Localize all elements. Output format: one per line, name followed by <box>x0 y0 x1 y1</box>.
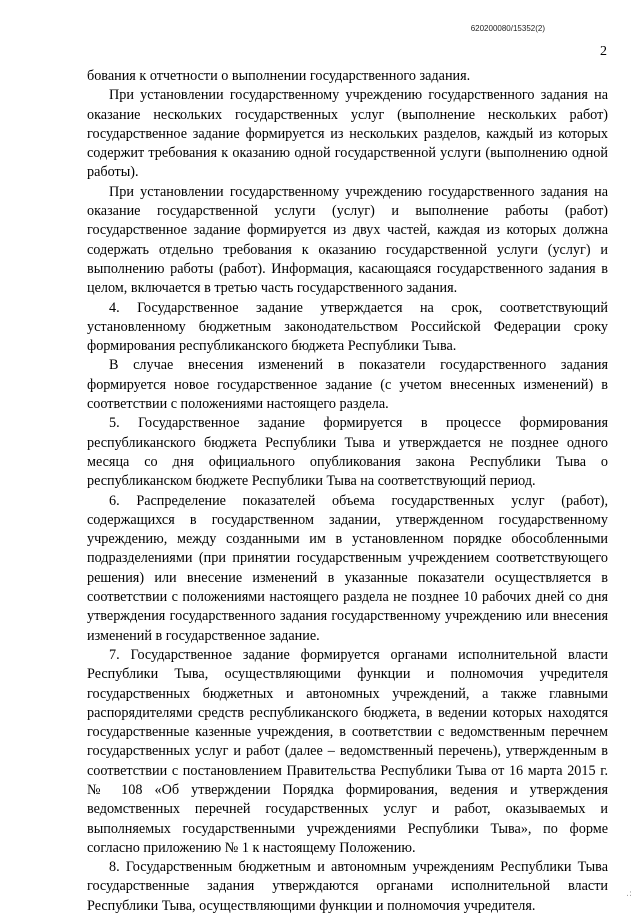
paragraph-item-5: 5. Государственное задание формируется в процессе формирования республиканского бюджета Республики Тыва и утверждается не позднее одного месяца со дня официального опубликования закона Республики Тыва о республиканском бюджете Республики Тыва на соответствующий период. <box>87 415 608 490</box>
paragraph-item-6: 6. Распределение показателей объема государственных услуг (работ), содержащихся в государственном задании, утвержденном государственному учреждению, между созданными им в установленном порядке обособленными подразделениями (при принятии государственным учреждением соответствующего решения) или внесение изменений в указанные показатели осуществляется в соответствии с положениями настоящего раздела не позднее 10 рабочих дней со дня утверждения государственного задания государственному учреждению или внесения изменений в государственное задание. <box>87 492 608 644</box>
paragraph-item-4: 4. Государственное задание утверждается на срок, соответствующий установленному бюджетным законодательством Российской Федерации сроку формирования республиканского бюджета Республики Тыва. <box>87 299 608 355</box>
page-number: 2 <box>600 44 607 59</box>
paragraph-multiple-services: При установлении государственному учреждению государственного задания на оказание нескольких государственных услуг (выполнение нескольких работ) государственное задание формируется из нескольких разделов, каждый из которых содержит требования к оказанию одной государственной услуги (выполнению одной работы). <box>87 87 608 181</box>
document-code: 620200080/15352(2) <box>470 24 545 33</box>
corner-mark: .: <box>626 889 632 899</box>
paragraph-changes: В случае внесения изменений в показатели государственного задания формируется новое государственное задание (с учетом внесенных изменений) в соответствии с положениями настоящего раздела. <box>87 357 608 413</box>
paragraph-continuation: бования к отчетности о выполнении государственного задания. <box>87 68 471 84</box>
paragraph-item-8: 8. Государственным бюджетным и автономным учреждениям Республики Тыва государственные задания утверждаются органами исполнительной власти Республики Тыва, осуществляющими функции и полномочия учредителя. <box>87 859 608 914</box>
document-body <box>87 67 608 916</box>
paragraph-item-7: 7. Государственное задание формируется органами исполнительной власти Республики Тыва, осуществляющими функции и полномочия учредителя государственных бюджетных и автономных учреждений, а также главными распорядителями средств республиканского бюджета, в ведении которых находятся государственные казенные учреждения, в соответствии с ведомственным перечнем государственных услуг и работ (далее – ведомственный перечень), утвержденным в соответствии с постановлением Правительства Республики Тыва от 16 марта 2015 г. № 108 «Об утверждении Порядка формирования, ведения и утверждения ведомственных перечней государственных услуг и работ, оказываемых и выполняемых государственными учреждениями Республики Тыва», по форме согласно приложению № 1 к настоящему Положению. <box>87 646 608 856</box>
paragraph-services-and-works: При установлении государственному учреждению государственного задания на оказание государственной услуги (услуг) и выполнение работы (работ) государственное задание формируется из двух частей, каждая из которых должна содержать отдельно требования к оказанию государственной услуги (услуг) и выполнению работы (работ). Информация, касающаяся государственного задания в целом, включается в третью часть государственного задания. <box>87 183 608 297</box>
